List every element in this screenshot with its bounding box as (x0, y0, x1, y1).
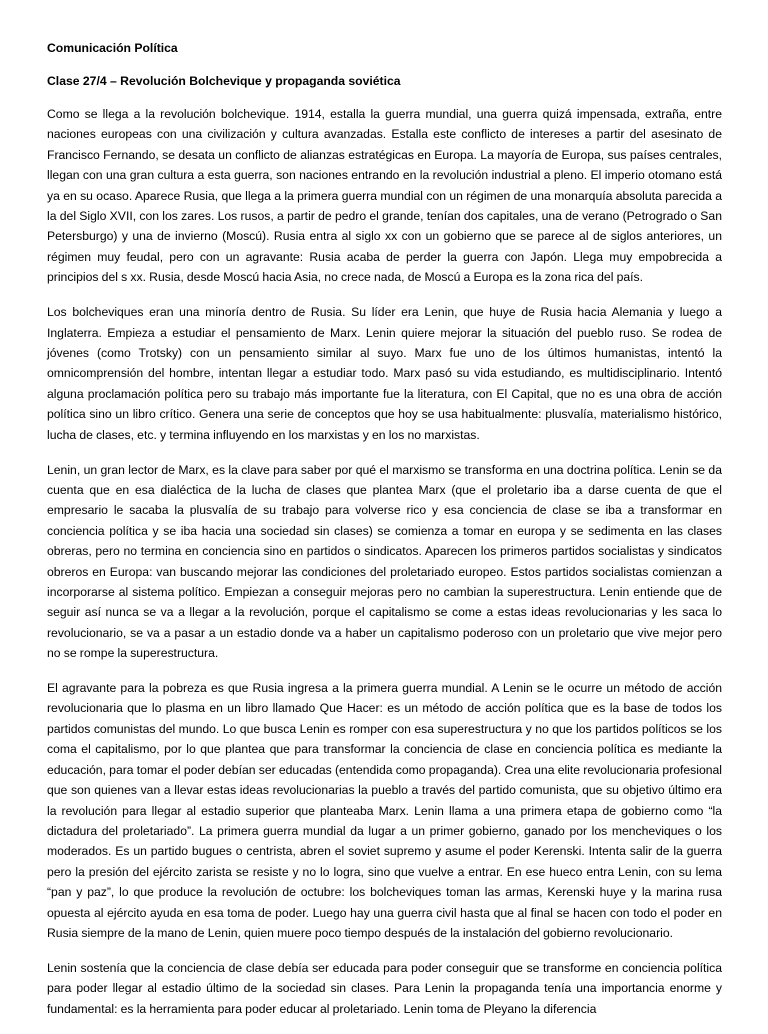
paragraph-2: Los bolcheviques eran una minoría dentro de Rusia. Su líder era Lenin, que huye de Rusia hacia Alemania y luego a Inglaterra. Empieza a estudiar el pensamiento de Marx. Lenin quiere mejorar la situación del pueblo ruso. Se rodea de jóvenes (como Trotsky) con un pensamiento similar al suyo. Marx fue uno de los últimos humanistas, intentó la omnicomprensión del hombre, intentan llegar a estudiar todo. Marx pasó su vida estudiando, es multidisciplinario. Intentó alguna proclamación política pero su trabajo más importante fue la literatura, con El Capital, que no es una obra de acción política sino un libro crítico. Genera una serie de conceptos que hoy se usa habitualmente: plusvalía, materialismo histórico, lucha de clases, etc. y termina influyendo en los marxistas y en los no marxistas. (47, 305, 722, 442)
paragraph-5: Lenin sostenía que la conciencia de clase debía ser educada para poder conseguir que se transforme en conciencia política para poder llegar al estadio último de la sociedad sin clases. Para Lenin la propaganda tenía una importancia enorme y fundamental: es la herramienta para poder educar al proletariado. Lenin toma de Pleyano la diferencia (47, 960, 722, 1016)
document-page (47, 38, 722, 1034)
paragraph-1: Como se llega a la revolución bolchevique. 1914, estalla la guerra mundial, una guerra quizá impensada, extraña, entre naciones europeas con una civilización y cultura avanzadas. Estalla este conflicto de intereses a partir del asesinato de Francisco Fernando, se desata un conflicto de alianzas estratégicas en Europa. La mayoría de Europa, sus países centrales, llegan con una gran cultura a esta guerra, son naciones entrando en la revolución industrial a pleno. El imperio otomano está ya en su ocaso. Aparece Rusia, que llega a la primera guerra mundial con un régimen de una monarquía absoluta parecida a la del Siglo XVII, con los zares. Los rusos, a partir de pedro el grande, tenían dos capitales, una de verano (Petrogrado o San Petersburgo) y una de invierno (Moscú). Rusia entra al siglo xx con un gobierno que se parece al de siglos anteriores, un régimen muy feudal, pero con un agravante: Rusia acaba de perder la guerra con Japón. Llega muy empobrecida a principios del s xx. Rusia, desde Moscú hacia Asia, no crece nada, de Moscú a Europa es la zona rica del país. (47, 107, 722, 285)
paragraph-3: Lenin, un gran lector de Marx, es la clave para saber por qué el marxismo se transforma en una doctrina política. Lenin se da cuenta que en esa dialéctica de la lucha de clases que plantea Marx (que el proletario iba a darse cuenta de que el empresario le sacaba la plusvalía de su trabajo para volverse rico y esa conciencia de clase se iba a transformar en conciencia política y se iba hacia una sociedad sin clases) se comienza a tomar en europa y se sedimenta en las clases obreras, pero no termina en conciencia sino en partidos o sindicatos. Aparecen los primeros partidos socialistas y sindicatos obreros en Europa: van buscando mejorar las condiciones del proletariado europeo. Estos partidos socialistas comienzan a incorporarse al sistema político. Empiezan a conseguir mejoras pero no cambian la superestructura. Lenin entiende que de seguir así nunca se va a llegar a la revolución, porque el capitalismo se come a estas ideas revolucionarias y les saca lo revolucionario, se va a pasar a un estadio donde va a haber un capitalismo poderoso con un proletario que vive mejor pero no se rompe la superestructura. (47, 462, 722, 661)
document-subtitle: Clase 27/4 – Revolución Bolchevique y propaganda soviética (47, 74, 401, 88)
paragraph-4: El agravante para la pobreza es que Rusia ingresa a la primera guerra mundial. A Lenin se le ocurre un método de acción revolucionaria que lo plasma en un libro llamado Que Hacer: es un método de acción política que es la base de todos los partidos comunistas del mundo. Lo que busca Lenin es romper con esa superestructura y no que los partidos políticos se los coma el capitalismo, por lo que plantea que para transformar la conciencia de clase en conciencia política es mediante la educación, para tomar el poder debían ser educadas (entendida como propaganda). Crea una elite revolucionaria profesional que son quienes van a llevar estas ideas revolucionarias la pueblo a través del partido comunista, que su objetivo último era la revolución para llegar al estadio superior que planteaba Marx. Lenin llama a una primera etapa de gobierno como “la dictadura del proletariado”. La primera guerra mundial da lugar a un primer gobierno, ganado por los mencheviques o los moderados. Es un partido bugues o centrista, abren el soviet supremo y asume el poder Kerenski. Intenta salir de la guerra pero la presión del ejército zarista se resiste y no lo logra, sino que vuelve a entrar. En ese hueco entra Lenin, con su lema “pan y paz”, lo que produce la revolución de octubre: los bolcheviques toman las armas, Kerenski huye y la marina rusa opuesta al ejército ayuda en esa toma de poder. Luego hay una guerra civil hasta que al final se hacen con todo el poder en Rusia siempre de la mano de Lenin, quien muere poco tiempo después de la instalación del gobierno revolucionario. (47, 681, 722, 940)
document-title: Comunicación Política (47, 41, 178, 55)
